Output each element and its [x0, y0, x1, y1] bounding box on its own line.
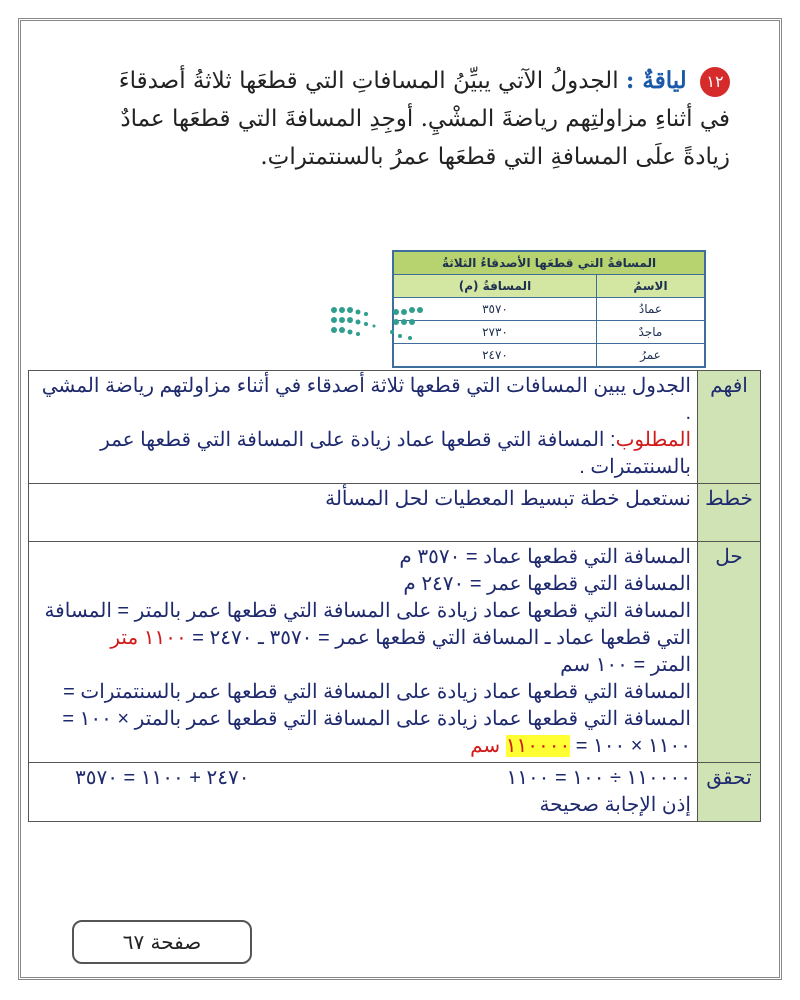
required-line: [35, 427, 691, 481]
page-number-label: صفحة ٦٧: [72, 920, 252, 964]
final-value-highlight: ١١٠٠٠٠: [505, 735, 571, 757]
step-row-solve: [29, 542, 761, 763]
table-caption: المسافةُ التي قطعَها الأصدقاءُ الثلاثةُ: [393, 251, 705, 275]
check-equations: [35, 765, 691, 792]
step-label-solve: حل: [698, 542, 761, 763]
table-cell-name: عمرُ: [596, 344, 705, 368]
step-row-understand: [29, 371, 761, 484]
step-body-solve: [29, 542, 698, 763]
table-cell-name: ماجدٌ: [596, 321, 705, 344]
meter-result: ١١٠٠ متر: [110, 627, 187, 649]
table-cell-name: عمادُ: [596, 298, 705, 321]
check-equation-division: ١١٠٠٠٠ ÷ ١٠٠ = ١١٠٠: [506, 767, 691, 789]
required-label: المطلوب: [615, 429, 691, 451]
table-cell-distance: ٣٥٧٠: [393, 298, 596, 321]
final-unit: سم: [470, 735, 501, 757]
solve-line: المتر = ١٠٠ سم: [560, 654, 691, 676]
check-conclusion: إذن الإجابة صحيحة: [539, 794, 691, 816]
solve-line: المسافة التي قطعها عماد زيادة على المسافة التي قطعها عمر بالسنتمترات = المسافة التي قطعها عماد زيادة على المسافة التي قطعها عمر بالمتر × ١٠٠ = ١١٠٠ × ١٠٠ = ١١٠٠٠٠ سم: [62, 681, 691, 757]
solve-line: المسافة التي قطعها عمر = ٢٤٧٠ م: [403, 573, 691, 595]
step-label-understand: افهم: [698, 371, 761, 484]
check-equation-addition: ٢٤٧٠ + ١١٠٠ = ٣٥٧٠: [75, 767, 250, 789]
table-cell-distance: ٢٤٧٠: [393, 344, 596, 368]
step-row-plan: [29, 484, 761, 542]
table-header-distance: المسافةُ (م): [393, 275, 596, 298]
problem-statement: [110, 62, 730, 176]
table-row: [393, 344, 705, 368]
step-label-plan: خطط: [698, 484, 761, 542]
table-header-name: الاسمُ: [596, 275, 705, 298]
required-text: : المسافة التي قطعها عماد زيادة على المسافة التي قطعها عمر بالسنتمترات .: [100, 429, 691, 478]
understand-line: الجدول يبين المسافات التي قطعها ثلاثة أصدقاء في أثناء مزاولتهم رياضة المشي .: [41, 375, 691, 424]
solve-line: المسافة التي قطعها عماد زيادة على المسافة التي قطعها عمر بالمتر = المسافة التي قطعها عماد ـ المسافة التي قطعها عمر = ٣٥٧٠ ـ ٢٤٧٠ = ١١٠٠ متر: [44, 600, 691, 649]
problem-text: الجدولُ الآتي يبيِّنُ المسافاتِ التي قطعَها ثلاثةُ أصدقاءَ في أثناءِ مزاولتِهم رياضةَ المشْيِ. أوجِدِ المسافةَ التي قطعَها عمادٌ زيادةً علَى المسافةِ التي قطعَها عمرُ بالسنتمتراتِ.: [118, 68, 730, 170]
watermark-dots-logo: [330, 302, 440, 346]
step-body-check: [29, 763, 698, 822]
solve-line: المسافة التي قطعها عماد = ٣٥٧٠ م: [399, 546, 691, 568]
step-label-check: تحقق: [698, 763, 761, 822]
step-row-check: [29, 763, 761, 822]
problem-number-badge: ١٢: [700, 67, 730, 97]
table-cell-distance: ٢٧٣٠: [393, 321, 596, 344]
problem-keyword: لياقةٌ :: [625, 67, 687, 94]
step-body-understand: [29, 371, 698, 484]
solution-steps-table: [28, 370, 761, 822]
step-body-plan: نستعمل خطة تبسيط المعطيات لحل المسألة: [29, 484, 698, 542]
